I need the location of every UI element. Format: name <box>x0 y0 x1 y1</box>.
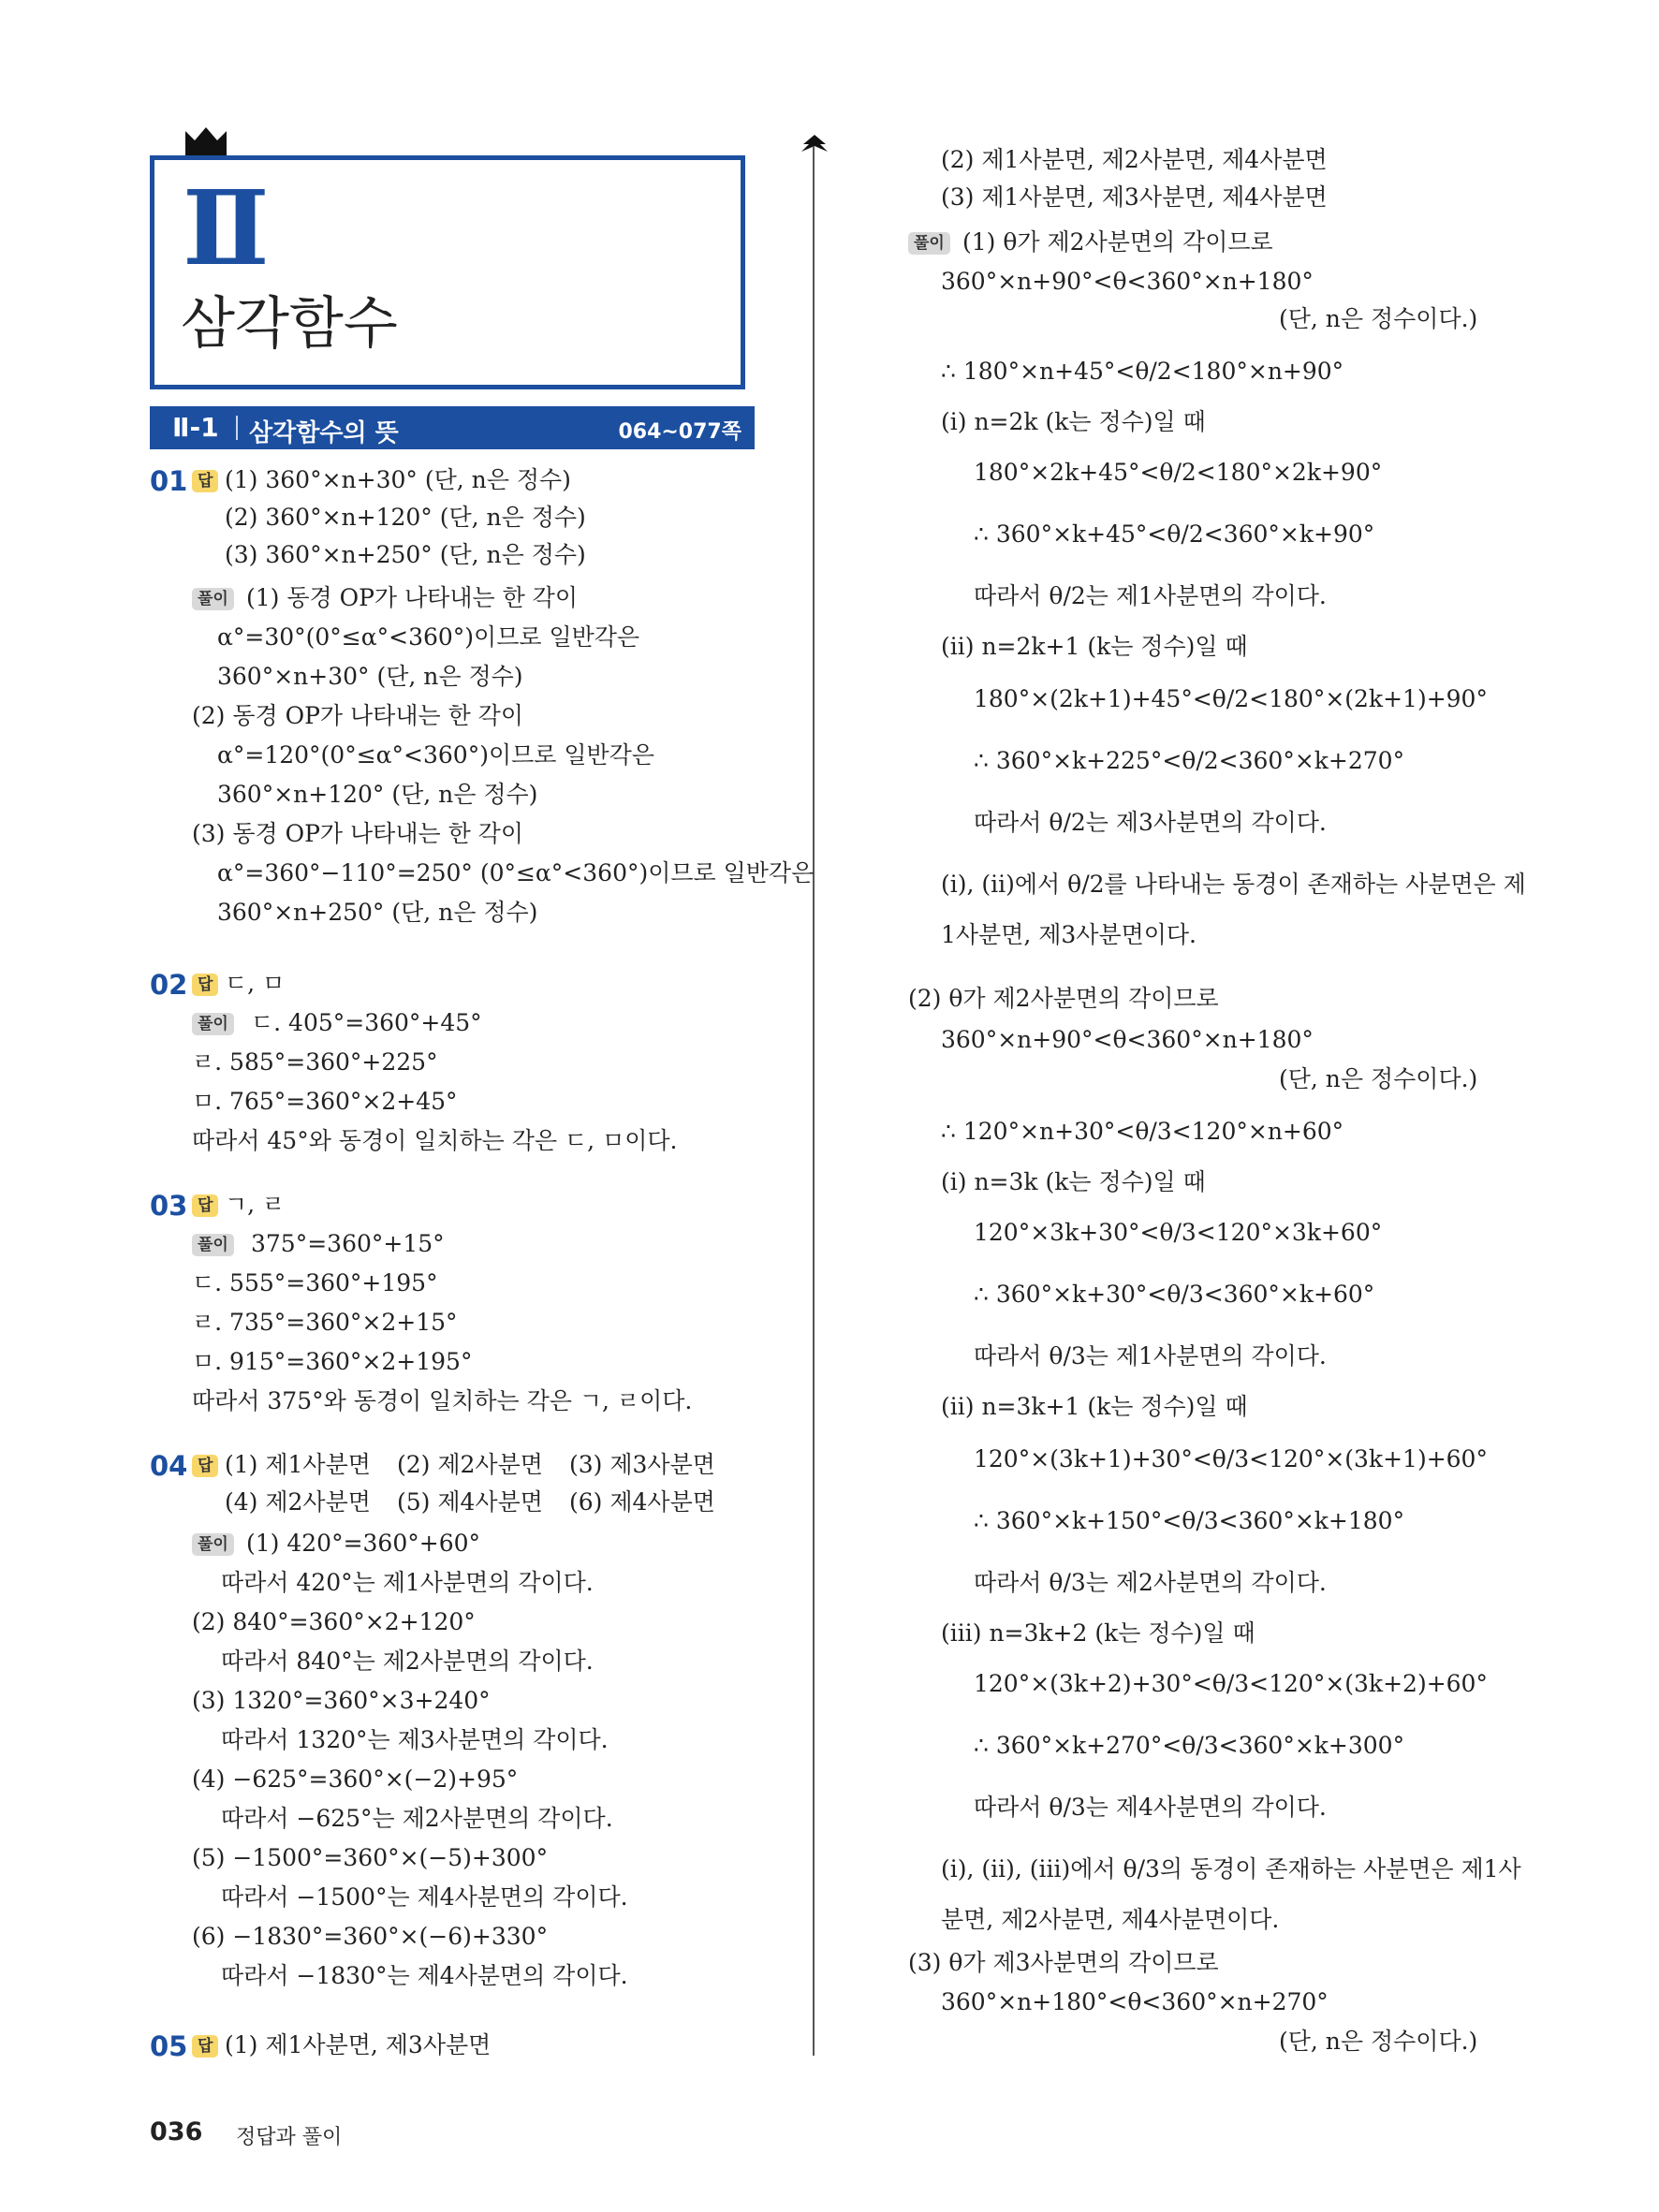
solution-line: ㅁ. 915°=360°×2+195° <box>192 1348 473 1375</box>
solution-line: ∴ 360°×k+150°<θ/3<360°×k+180° <box>974 1507 1405 1534</box>
problem-number: 03 <box>150 1190 188 1222</box>
solution-line: ㄹ. 735°=360°×2+15° <box>192 1309 458 1336</box>
solution-line: (ⅰ), (ⅱ), (ⅲ)에서 θ/3의 동경이 존재하는 사분면은 제1사 <box>941 1855 1521 1882</box>
solution-line: 따라서 45°와 동경이 일치하는 각은 ㄷ, ㅁ이다. <box>192 1127 678 1154</box>
section-code: Ⅱ-1 <box>172 412 219 443</box>
section-bar <box>150 406 755 449</box>
solution-line: 따라서 θ/3는 제4사분면의 각이다. <box>974 1794 1327 1821</box>
solution-line: 따라서 1320°는 제3사분면의 각이다. <box>221 1726 609 1753</box>
section-pages: 064~077쪽 <box>618 420 741 444</box>
solution-line: (단, n은 정수이다.) <box>1279 1065 1478 1092</box>
column-divider <box>813 146 815 2056</box>
solution-line: 360°×n+180°<θ<360°×n+270° <box>941 1988 1329 2015</box>
solution-line: 따라서 −1830°는 제4사분면의 각이다. <box>221 1962 628 1989</box>
page-number: 036 <box>150 2117 203 2146</box>
solution-line: 120°×(3k+2)+30°<θ/3<120°×(3k+2)+60° <box>974 1670 1488 1697</box>
solution-line: 120°×3k+30°<θ/3<120°×3k+60° <box>974 1219 1383 1246</box>
solution-line: 따라서 θ/2는 제1사분면의 각이다. <box>974 582 1327 609</box>
solution-line: (ⅱ) n=3k+1 (k는 정수)일 때 <box>941 1393 1248 1420</box>
solution-line: 따라서 420°는 제1사분면의 각이다. <box>221 1569 594 1596</box>
solution-line: 따라서 840°는 제2사분면의 각이다. <box>221 1648 594 1675</box>
solution-line: ㄹ. 585°=360°+225° <box>192 1048 438 1076</box>
solution-line: 분면, 제2사분면, 제4사분면이다. <box>941 1906 1280 1933</box>
solution-line: 375°=360°+15° <box>251 1230 445 1257</box>
answer-text: (2) 제1사분면, 제2사분면, 제4사분면 <box>941 146 1328 173</box>
answer-badge: 답 <box>192 1194 218 1217</box>
solution-line: ∴ 180°×n+45°<θ/2<180°×n+90° <box>941 358 1344 385</box>
solution-line: ∴ 360°×k+225°<θ/2<360°×k+270° <box>974 747 1405 774</box>
solution-line: (3) θ가 제3사분면의 각이므로 <box>908 1949 1219 1976</box>
solution-line: (단, n은 정수이다.) <box>1279 305 1478 332</box>
solution-badge: 풀이 <box>192 588 234 610</box>
crown-icon <box>184 124 228 157</box>
solution-line: (6) −1830°=360°×(−6)+330° <box>192 1923 549 1950</box>
solution-line: 따라서 θ/3는 제2사분면의 각이다. <box>974 1569 1327 1596</box>
chapter-title: 삼각함수 <box>181 291 398 357</box>
solution-line: 따라서 375°와 동경이 일치하는 각은 ㄱ, ㄹ이다. <box>192 1387 693 1414</box>
answer-badge: 답 <box>192 470 218 492</box>
solution-line: ∴ 360°×k+30°<θ/3<360°×k+60° <box>974 1281 1375 1308</box>
solution-line: (ⅰ) n=2k (k는 정수)일 때 <box>941 408 1206 435</box>
solution-badge: 풀이 <box>192 1234 234 1256</box>
solution-line: (ⅰ) n=3k (k는 정수)일 때 <box>941 1168 1206 1195</box>
solution-line: (3) 동경 OP가 나타내는 한 각이 <box>192 820 523 847</box>
solution-line: (ⅲ) n=3k+2 (k는 정수)일 때 <box>941 1619 1255 1647</box>
solution-line: (1) 420°=360°+60° <box>246 1530 480 1557</box>
answer-badge: 답 <box>192 2035 218 2058</box>
solution-line: (1) 동경 OP가 나타내는 한 각이 <box>246 584 578 611</box>
solution-line: 180°×(2k+1)+45°<θ/2<180°×(2k+1)+90° <box>974 685 1488 712</box>
solution-line: 1사분면, 제3사분면이다. <box>941 921 1197 948</box>
answer-text: (1) 제1사분면 <box>225 1451 371 1478</box>
answer-text: (1) 제1사분면, 제3사분면 <box>225 2031 492 2058</box>
problem-number: 04 <box>150 1450 188 1482</box>
answer-text: (3) 360°×n+250° (단, n은 정수) <box>225 541 586 568</box>
answer-text: (3) 제3사분면 <box>569 1451 715 1478</box>
solution-line: (ⅱ) n=2k+1 (k는 정수)일 때 <box>941 633 1248 660</box>
problem-number: 05 <box>150 2030 188 2062</box>
section-separator <box>236 416 238 440</box>
solution-line: 360°×n+250° (단, n은 정수) <box>217 899 538 926</box>
solution-line: 따라서 −625°는 제2사분면의 각이다. <box>221 1805 613 1832</box>
solution-line: 360°×n+120° (단, n은 정수) <box>217 781 538 808</box>
solution-line: (단, n은 정수이다.) <box>1279 2028 1478 2055</box>
solution-line: (3) 1320°=360°×3+240° <box>192 1687 491 1714</box>
answer-text: (2) 제2사분면 <box>397 1451 543 1478</box>
solution-line: (ⅰ), (ⅱ)에서 θ/2를 나타내는 동경이 존재하는 사분면은 제 <box>941 871 1526 898</box>
answer-text: (1) 360°×n+30° (단, n은 정수) <box>225 466 571 493</box>
solution-badge: 풀이 <box>192 1013 234 1035</box>
answer-text: (3) 제1사분면, 제3사분면, 제4사분면 <box>941 183 1328 211</box>
answer-text: (5) 제4사분면 <box>397 1488 543 1516</box>
chapter-header <box>150 155 745 389</box>
solution-line: ∴ 120°×n+30°<θ/3<120°×n+60° <box>941 1118 1344 1145</box>
solution-line: (5) −1500°=360°×(−5)+300° <box>192 1844 549 1871</box>
problem-number: 01 <box>150 465 188 497</box>
section-name: 삼각함수의 뜻 <box>249 419 399 447</box>
footer-label: 정답과 풀이 <box>236 2126 343 2149</box>
solution-line: (1) θ가 제2사분면의 각이므로 <box>962 228 1273 256</box>
answer-text: (4) 제2사분면 <box>225 1488 371 1516</box>
answer-text: ㄷ, ㅁ <box>225 970 286 997</box>
answer-text: ㄱ, ㄹ <box>225 1191 286 1218</box>
solution-line: 따라서 θ/3는 제1사분면의 각이다. <box>974 1342 1327 1370</box>
solution-line: (2) 840°=360°×2+120° <box>192 1608 476 1635</box>
solution-line: ㄷ. 405°=360°+45° <box>251 1009 482 1036</box>
solution-line: ㄷ. 555°=360°+195° <box>192 1269 438 1296</box>
answer-text: (2) 360°×n+120° (단, n은 정수) <box>225 504 586 531</box>
solution-line: 120°×(3k+1)+30°<θ/3<120°×(3k+1)+60° <box>974 1445 1488 1472</box>
solution-line: 180°×2k+45°<θ/2<180°×2k+90° <box>974 459 1383 486</box>
solution-line: ∴ 360°×k+45°<θ/2<360°×k+90° <box>974 520 1375 548</box>
solution-line: 360°×n+90°<θ<360°×n+180° <box>941 1026 1314 1053</box>
solution-line: α°=360°−110°=250° (0°≤α°<360°)이므로 일반각은 <box>217 859 815 886</box>
solution-line: α°=30°(0°≤α°<360°)이므로 일반각은 <box>217 623 640 651</box>
answer-badge: 답 <box>192 974 218 996</box>
problem-number: 02 <box>150 969 188 1001</box>
divider-ornament-icon <box>796 131 833 159</box>
solution-line: ∴ 360°×k+270°<θ/3<360°×k+300° <box>974 1732 1405 1759</box>
answer-badge: 답 <box>192 1455 218 1477</box>
solution-line: 360°×n+90°<θ<360°×n+180° <box>941 268 1314 295</box>
answer-text: (6) 제4사분면 <box>569 1488 715 1516</box>
solution-line: α°=120°(0°≤α°<360°)이므로 일반각은 <box>217 741 654 769</box>
solution-badge: 풀이 <box>908 232 950 255</box>
solution-badge: 풀이 <box>192 1533 234 1556</box>
solution-line: 따라서 θ/2는 제3사분면의 각이다. <box>974 809 1327 836</box>
solution-line: 360°×n+30° (단, n은 정수) <box>217 663 523 690</box>
solution-line: ㅁ. 765°=360°×2+45° <box>192 1088 458 1115</box>
solution-line: (2) 동경 OP가 나타내는 한 각이 <box>192 702 523 729</box>
solution-line: (4) −625°=360°×(−2)+95° <box>192 1765 519 1793</box>
solution-line: 따라서 −1500°는 제4사분면의 각이다. <box>221 1883 628 1911</box>
chapter-number: Ⅱ <box>183 168 262 288</box>
solution-line: (2) θ가 제2사분면의 각이므로 <box>908 985 1219 1012</box>
